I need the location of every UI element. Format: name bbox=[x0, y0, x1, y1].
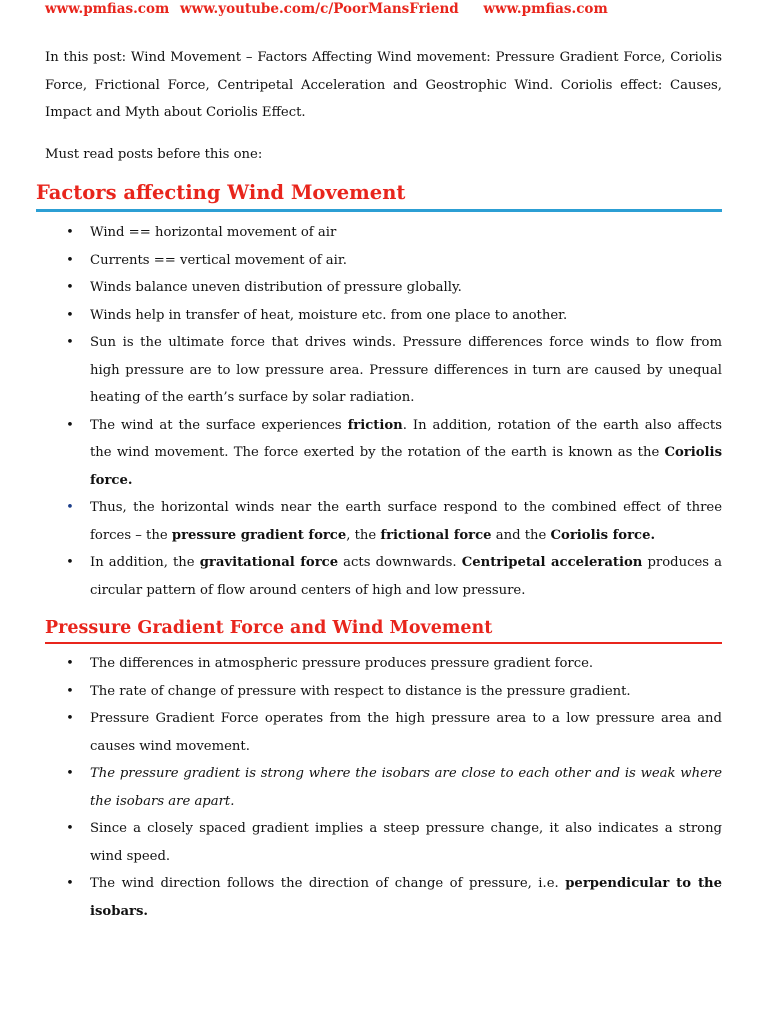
factors-list bbox=[45, 219, 722, 604]
bullet-icon: • bbox=[66, 711, 74, 726]
bullet-icon: • bbox=[66, 252, 74, 268]
term-frictional: frictional force bbox=[380, 527, 492, 543]
intro-paragraph: In this post: Wind Movement – Factors Affecting Wind movement: Pressure Gradient Force, Coriolis Force, Frictional Force, Centripetal Acceleration and Geostrophic Wind. Coriolis effect: Causes, Impact and Myth about Coriolis Effect. bbox=[45, 50, 722, 120]
section-heading-pressure-gradient: Pressure Gradient Force and Wind Movement bbox=[45, 616, 722, 644]
bullet-icon: • bbox=[66, 821, 74, 836]
bullet-icon: • bbox=[66, 307, 74, 323]
pressure-gradient-list bbox=[45, 650, 722, 925]
document-body bbox=[36, 44, 723, 925]
bullet-icon: • bbox=[66, 335, 74, 350]
term-pressure-gradient: pressure gradient force bbox=[171, 527, 347, 543]
bullet-icon: • bbox=[66, 280, 74, 295]
bullet-icon: • bbox=[66, 766, 74, 781]
bullet-icon: • bbox=[66, 555, 74, 570]
list-item: • Wind == horizontal movement of air bbox=[45, 219, 722, 247]
term-friction: friction bbox=[347, 417, 403, 433]
list-item: • The differences in atmospheric pressure produces pressure gradient force. bbox=[45, 650, 722, 678]
list-item: • The pressure gradient is strong where the isobars are close to each other and is weak where the isobars are apart. bbox=[45, 760, 722, 815]
header-link-site-2[interactable]: www.pmfias.com bbox=[483, 1, 608, 17]
header-links bbox=[45, 1, 608, 17]
bullet-icon: • bbox=[66, 656, 74, 671]
term-gravitational: gravitational force bbox=[199, 555, 339, 570]
list-item: • Sun is the ultimate force that drives winds. Pressure differences force winds to flow from high pressure are to low pressure area. Pressure differences in turn are caused by unequal heating of the earth’s surface by solar radiation. bbox=[45, 329, 722, 412]
list-item: • Since a closely spaced gradient implies a steep pressure change, it also indicates a strong wind speed. bbox=[45, 815, 722, 870]
bullet-icon: • bbox=[66, 876, 74, 891]
list-item: • Thus, the horizontal winds near the earth surface respond to the combined effect of three forces – the pressure gradient force, the frictional force and the Coriolis force. bbox=[45, 494, 722, 549]
bullet-icon: • bbox=[66, 225, 74, 240]
list-item: • Currents == vertical movement of air. bbox=[45, 247, 722, 275]
list-item: • The wind direction follows the direction of change of pressure, i.e. perpendicular to the isobars. bbox=[45, 870, 722, 925]
must-read-line: Must read posts before this one: bbox=[45, 146, 263, 162]
term-coriolis: Coriolis force. bbox=[90, 445, 722, 488]
header-link-youtube[interactable]: www.youtube.com/c/PoorMansFriend bbox=[180, 1, 459, 17]
list-item: • Winds help in transfer of heat, moisture etc. from one place to another. bbox=[45, 302, 722, 330]
header-link-site[interactable]: www.pmfias.com bbox=[45, 1, 170, 17]
bullet-icon: • bbox=[66, 500, 74, 515]
list-item: • The rate of change of pressure with respect to distance is the pressure gradient. bbox=[45, 678, 722, 706]
list-item: • Winds balance uneven distribution of pressure globally. bbox=[45, 274, 722, 302]
bullet-icon: • bbox=[66, 417, 74, 433]
bullet-icon: • bbox=[66, 683, 74, 699]
list-item: • The wind at the surface experiences friction. In addition, rotation of the earth also affects the wind movement. The force exerted by the rotation of the earth is known as the Coriolis force. bbox=[45, 412, 722, 495]
list-item: • In addition, the gravitational force acts downwards. Centripetal acceleration produces a circular pattern of flow around centers of high and low pressure. bbox=[45, 549, 722, 604]
term-perpendicular: perpendicular to the isobars. bbox=[90, 876, 723, 919]
term-centripetal: Centripetal acceleration bbox=[461, 555, 643, 570]
section-heading-factors: Factors affecting Wind Movement bbox=[36, 180, 722, 212]
list-item: • Pressure Gradient Force operates from the high pressure area to a low pressure area and causes wind movement. bbox=[45, 705, 722, 760]
term-coriolis-force: Coriolis force. bbox=[550, 527, 656, 543]
